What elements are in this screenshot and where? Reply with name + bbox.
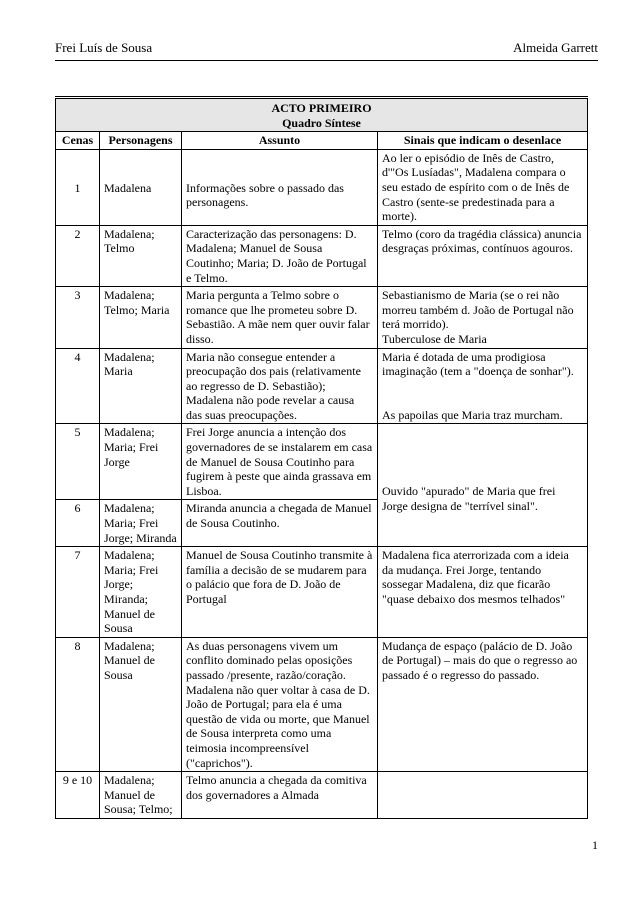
sinais-text: Sebastianismo de Maria (se o rei não morreu também d. João de Portugal não terá morrido). [382, 288, 574, 332]
cena-cell: 7 [56, 547, 100, 638]
table-row [56, 149, 588, 225]
cena-cell: 6 [56, 500, 100, 547]
cena-cell: 9 e 10 [56, 772, 100, 819]
assunto-cell: Telmo anuncia a chegada da comitiva dos governadores a Almada [182, 772, 378, 819]
cena-cell: 3 [56, 287, 100, 348]
table-row [56, 637, 588, 771]
header-divider [55, 60, 598, 61]
synthesis-table [55, 96, 588, 819]
sinais-cell [378, 772, 588, 819]
table-row [56, 424, 588, 500]
assunto-cell: Miranda anuncia a chegada de Manuel de Sousa Coutinho. [182, 500, 378, 547]
cena-cell: 5 [56, 424, 100, 500]
cena-cell: 8 [56, 637, 100, 771]
personagens-cell: Madalena; Telmo [100, 225, 182, 286]
header-left-title: Frei Luís de Sousa [55, 40, 153, 55]
table-row [56, 287, 588, 348]
personagens-cell: Madalena; Manuel de Sousa [100, 637, 182, 771]
column-header-personagens: Personagens [100, 132, 182, 150]
table-title-cell [56, 98, 588, 132]
table-row [56, 547, 588, 638]
personagens-cell: Madalena; Maria; Frei Jorge; Miranda [100, 500, 182, 547]
sinais-cell [378, 348, 588, 424]
assunto-cell: Maria não consegue entender a preocupação dos pais (relativamente ao regresso de D. Sebastião); Madalena não pode revelar a causa das suas preocupações. [182, 348, 378, 424]
personagens-cell: Madalena; Maria; Frei Jorge [100, 424, 182, 500]
column-header-sinais: Sinais que indicam o desenlace [378, 132, 588, 150]
assunto-cell: Frei Jorge anuncia a intenção dos governadores de se instalarem em casa de Manuel de Sousa Coutinho para fugirem à peste que ainda grassava em Lisboa. [182, 424, 378, 500]
sinais-text: Maria é dotada de uma prodigiosa imaginação (tem a "doença de sonhar"). [382, 349, 574, 379]
personagens-cell: Madalena; Telmo; Maria [100, 287, 182, 348]
sinais-cell: Madalena fica aterrorizada com a ideia da mudança. Frei Jorge, tentando sossegar Madalena, diz que ficarão "quase debaixo dos mesmos telhados" [378, 547, 588, 638]
personagens-cell: Madalena; Maria; Frei Jorge; Miranda; Manuel de Sousa [100, 547, 182, 638]
sinais-cell: Ao ler o episódio de Inês de Castro, d'"Os Lusíadas", Madalena compara o seu estado de espírito com o de Inês de Castro (sente-se predestinada para a morte). [378, 149, 588, 225]
sinais-cell [378, 287, 588, 348]
cena-cell: 4 [56, 348, 100, 424]
personagens-cell: Madalena; Manuel de Sousa; Telmo; [100, 772, 182, 819]
assunto-cell: Manuel de Sousa Coutinho transmite à família a decisão de se mudarem para o palácio que fora de D. João de Portugal [182, 547, 378, 638]
sinais-text-2: Tuberculose de Maria [382, 331, 487, 346]
personagens-cell: Madalena; Maria [100, 348, 182, 424]
column-header-row [56, 132, 588, 150]
assunto-cell: Caracterização das personagens: D. Madalena; Manuel de Sousa Coutinho; Maria; D. João de Portugal e Telmo. [182, 225, 378, 286]
header-right-author: Almeida Garrett [513, 40, 598, 55]
assunto-cell: Maria pergunta a Telmo sobre o romance que lhe prometeu sobre D. Sebastião. A mãe nem quer ouvir falar disso. [182, 287, 378, 348]
act-title: ACTO PRIMEIRO [271, 101, 372, 115]
cena-cell: 1 [56, 149, 100, 225]
personagens-cell: Madalena [100, 149, 182, 225]
assunto-cell: As duas personagens vivem um conflito dominado pelas oposições passado /presente, razão/coração. Madalena não quer voltar à casa de D. João de Portugal; para ela é uma questão de vida ou morte, que Manuel de Sousa interpreta como uma teimosia incompreensível ("caprichos"). [182, 637, 378, 771]
sinais-cell: Mudança de espaço (palácio de D. João de Portugal) – mais do que o regresso ao passado é o regresso do passado. [378, 637, 588, 771]
column-header-assunto: Assunto [182, 132, 378, 150]
sinais-text-2: As papoilas que Maria traz murcham. [382, 407, 563, 422]
table-row [56, 225, 588, 286]
sinais-cell: Ouvido "apurado" de Maria que frei Jorge designa de "terrível sinal". [378, 424, 588, 547]
table-title-row [56, 98, 588, 132]
cena-cell: 2 [56, 225, 100, 286]
sinais-cell: Telmo (coro da tragédia clássica) anuncia desgraças próximas, contínuos agouros. [378, 225, 588, 286]
table-row [56, 772, 588, 819]
page-number: 1 [592, 838, 598, 852]
assunto-cell: Informações sobre o passado das personagens. [182, 149, 378, 225]
column-header-cenas: Cenas [56, 132, 100, 150]
table-row [56, 348, 588, 424]
table-subtitle: Quadro Síntese [282, 115, 361, 130]
